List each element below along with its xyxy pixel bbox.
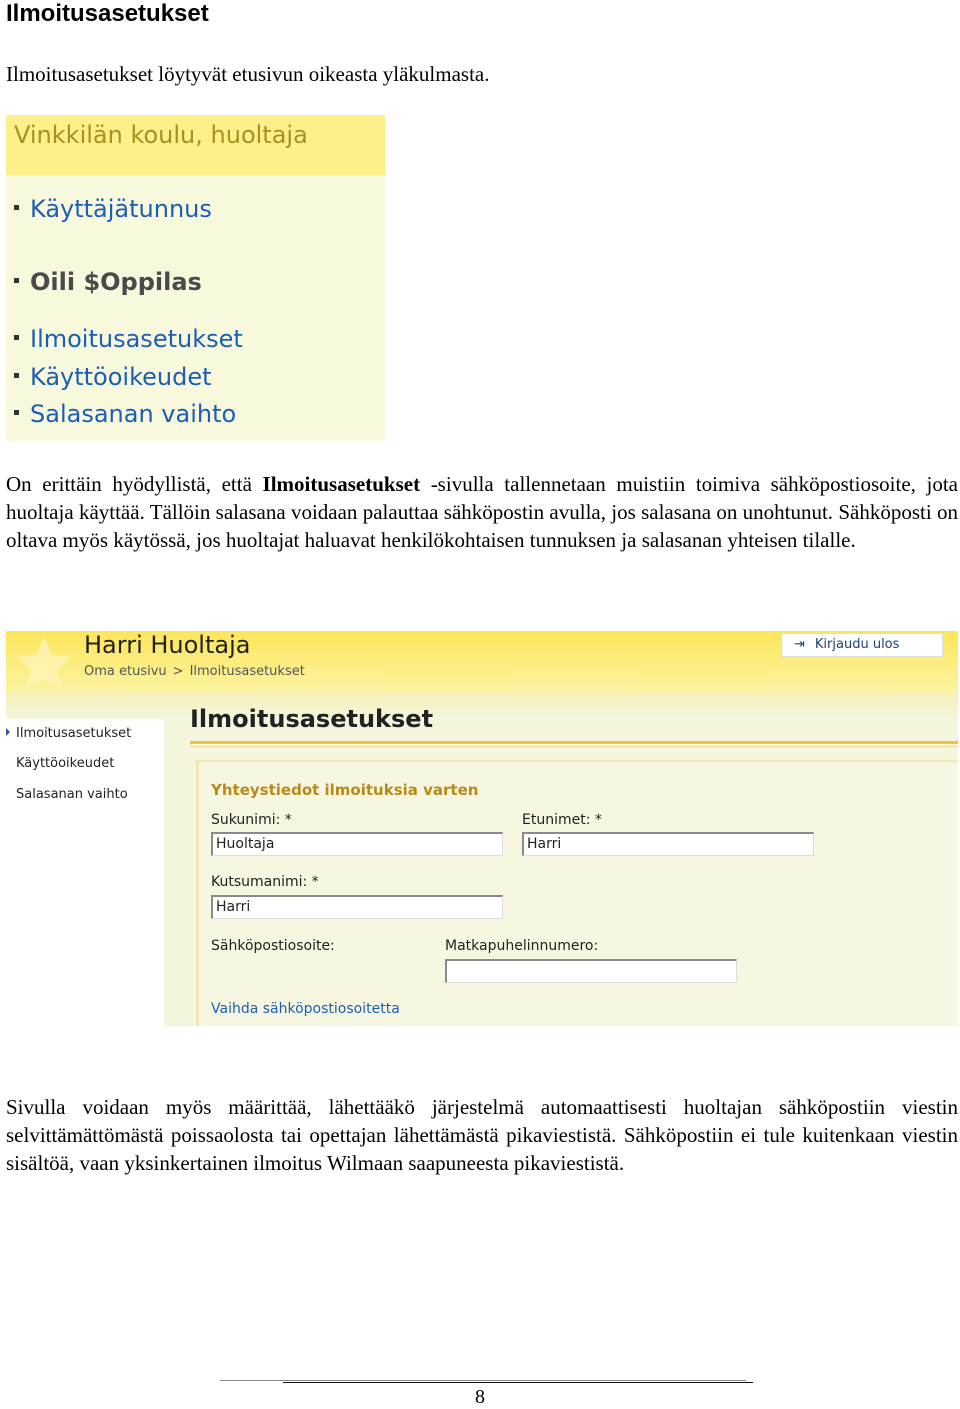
screenshot-user-menu <box>6 115 385 441</box>
title-divider-secondary <box>190 746 958 747</box>
paragraph-1: On erittäin hyödyllistä, että Ilmoitusasetukset -sivulla tallennetaan muistiin toimiva sähköpostiosoite, jota huoltaja käyttää. Tällöin salasana voidaan palauttaa sähköpostin avulla, jos salasana on unohtunut. Sähköposti on oltava myös käytössä, jos huoltajat haluavat henkilökohtaisen tunnuksen ja salasanan yhteisen tilalle. <box>6 472 959 552</box>
mobile-input[interactable] <box>445 959 737 983</box>
menu-item-change-password[interactable]: Salasanan vaihto <box>14 398 236 430</box>
nickname-label: Kutsumanimi: * <box>211 874 319 890</box>
firstnames-label: Etunimet: * <box>522 812 602 828</box>
bullet-icon <box>14 335 19 340</box>
menu-item-student: Oili $Oppilas <box>14 266 202 298</box>
breadcrumb <box>84 664 311 680</box>
logout-icon: ⇥ <box>794 637 805 652</box>
section-title: Yhteystiedot ilmoituksia varten <box>211 781 479 799</box>
sidebar-item-notification-settings[interactable]: Ilmoitusasetukset <box>16 726 132 741</box>
active-arrow-icon <box>6 728 10 736</box>
breadcrumb-current: Ilmoitusasetukset <box>189 664 305 679</box>
user-name: Harri Huoltaja <box>84 631 251 659</box>
header-strip <box>6 691 958 719</box>
breadcrumb-separator: > <box>172 664 184 679</box>
surname-label: Sukunimi: * <box>211 812 292 828</box>
sidebar-item-change-password[interactable]: Salasanan vaihto <box>16 787 128 802</box>
screenshot-notification-settings <box>6 631 958 1026</box>
bullet-icon <box>14 373 19 378</box>
bullet-icon <box>14 205 19 210</box>
bold-term: Ilmoitusasetukset <box>262 472 421 496</box>
mobile-label: Matkapuhelinnumero: <box>445 938 599 954</box>
footer-divider <box>220 1380 746 1381</box>
intro-paragraph: Ilmoitusasetukset löytyvät etusivun oikeasta yläkulmasta. <box>6 62 490 86</box>
bullet-icon <box>14 410 19 415</box>
menu-item-username[interactable]: Käyttäjätunnus <box>14 193 212 225</box>
page-heading: Ilmoitusasetukset <box>6 0 209 27</box>
firstnames-input[interactable]: Harri <box>522 832 814 856</box>
change-email-link[interactable]: Vaihda sähköpostiosoitetta <box>211 1001 400 1017</box>
nickname-input[interactable]: Harri <box>211 895 503 919</box>
sidebar <box>6 719 164 1026</box>
email-label: Sähköpostiosoite: <box>211 938 335 954</box>
menu-item-notification-settings[interactable]: Ilmoitusasetukset <box>14 323 243 355</box>
star-logo-icon <box>12 633 76 691</box>
paragraph-2: Sivulla voidaan myös määrittää, lähettääkö järjestelmä automaattisesti huoltajan sähköpostiin viestin selvittämättömästä poissaolosta tai opettajan lähettämästä pikaviestistä. Sähköpostiin ei tule kuitenkaan viestin sisältöä, vaan yksinkertainen ilmoitus Wilmaan saapuneesta pikaviestistä. <box>6 1095 958 1175</box>
breadcrumb-home[interactable]: Oma etusivu <box>84 664 167 679</box>
page-title: Ilmoitusasetukset <box>190 705 434 733</box>
menu-title: Vinkkilän koulu, huoltaja <box>14 121 308 149</box>
logout-button[interactable]: ⇥ Kirjaudu ulos <box>781 633 943 657</box>
title-divider <box>190 741 958 744</box>
sidebar-item-permissions[interactable]: Käyttöoikeudet <box>16 756 115 771</box>
page-number: 8 <box>475 1386 485 1408</box>
menu-item-permissions[interactable]: Käyttöoikeudet <box>14 361 212 393</box>
footer-divider-dark <box>283 1382 753 1383</box>
menu-header <box>6 115 385 175</box>
surname-input[interactable]: Huoltaja <box>211 832 503 856</box>
bullet-icon <box>14 278 19 283</box>
